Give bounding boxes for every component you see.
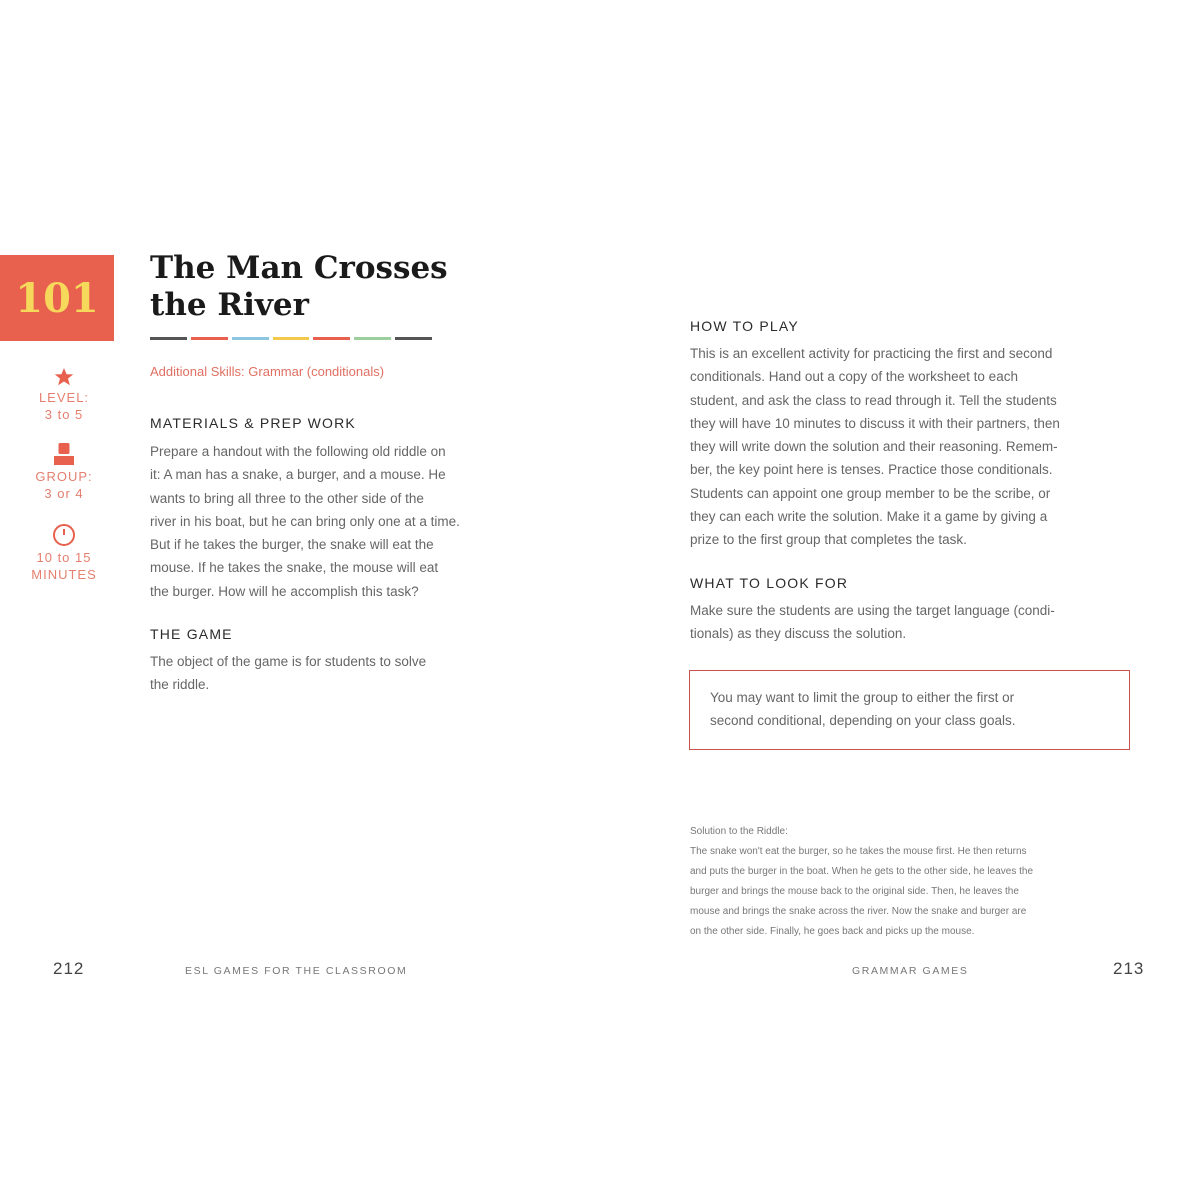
tip-callout-box	[689, 670, 1130, 750]
activity-number-badge	[0, 255, 114, 341]
text-line: the riddle.	[150, 677, 210, 693]
right-page-number: 213	[1113, 959, 1145, 978]
what-to-look-for-heading: WHAT TO LOOK FOR	[690, 575, 849, 591]
text-line: river in his boat, but he can bring only one at a time.	[150, 513, 460, 529]
text-line: they can each write the solution. Make it a game by giving a	[690, 509, 1048, 525]
solution-line: mouse and brings the snake across the river. Now the snake and burger are	[690, 906, 1027, 917]
solution-line: burger and brings the mouse back to the original side. Then, he leaves the	[690, 886, 1019, 897]
materials-heading: MATERIALS & PREP WORK	[150, 415, 356, 431]
text-line: This is an excellent activity for practicing the first and second	[690, 346, 1053, 361]
rule-segment	[273, 337, 310, 340]
level-info	[14, 367, 114, 423]
level-value: 3 to 5	[44, 407, 84, 422]
rule-segment	[354, 337, 391, 340]
text-line: student, and ask the class to read through it. Tell the students	[690, 392, 1057, 408]
rule-segment	[191, 337, 228, 340]
text-line: wants to bring all three to the other side of the	[150, 490, 424, 506]
text-line: But if he takes the burger, the snake will eat the	[150, 537, 434, 553]
star-icon	[54, 367, 74, 387]
additional-skills: Additional Skills: Grammar (conditionals)	[150, 364, 385, 379]
text-line: ber, the key point here is tenses. Practice those conditionals.	[690, 462, 1053, 478]
the-game-text	[150, 650, 520, 697]
title-line-1: The Man Crosses	[150, 250, 448, 286]
the-game-heading: THE GAME	[150, 626, 233, 642]
riddle-solution	[690, 822, 1130, 942]
text-line: they will write down the solution and their reasoning. Remem-	[690, 439, 1058, 455]
materials-text	[150, 440, 520, 603]
time-value: 10 to 15	[36, 550, 92, 565]
text-line: conditionals. Hand out a copy of the worksheet to each	[690, 369, 1018, 385]
callout-line: You may want to limit the group to either the first or	[710, 690, 1015, 705]
solution-line: and puts the burger in the boat. When he gets to the other side, he leaves the	[690, 866, 1034, 877]
solution-line: on the other side. Finally, he goes back and picks up the mouse.	[690, 926, 975, 937]
rule-segment	[150, 337, 187, 340]
group-label: GROUP:	[35, 469, 93, 484]
right-running-head: GRAMMAR GAMES	[852, 965, 969, 977]
how-to-play-heading: HOW TO PLAY	[690, 318, 799, 334]
rule-segment	[395, 337, 432, 340]
text-line: tionals) as they discuss the solution.	[690, 626, 907, 642]
text-line: mouse. If he takes the snake, the mouse will eat	[150, 560, 439, 576]
what-to-look-for-text	[690, 599, 1140, 646]
person-icon	[52, 442, 76, 466]
solution-title: Solution to the Riddle:	[690, 826, 788, 837]
rule-segment	[232, 337, 269, 340]
how-to-play-text	[690, 342, 1140, 552]
text-line: Students can appoint one group member to be the scribe, or	[690, 485, 1051, 501]
time-unit: MINUTES	[31, 567, 97, 582]
time-info	[14, 523, 114, 583]
title-rule	[150, 337, 432, 340]
group-info	[14, 442, 114, 502]
text-line: the burger. How will he accomplish this task?	[150, 583, 419, 599]
title-line-2: the River	[150, 287, 309, 323]
text-line: they will have 10 minutes to discuss it with their partners, then	[690, 415, 1060, 431]
activity-title	[150, 250, 490, 324]
group-value: 3 or 4	[44, 486, 84, 501]
text-line: it: A man has a snake, a burger, and a mouse. He	[150, 467, 446, 483]
text-line: Prepare a handout with the following old riddle on	[150, 444, 446, 459]
left-running-head: ESL GAMES FOR THE CLASSROOM	[185, 965, 408, 977]
text-line: The object of the game is for students to solve	[150, 654, 427, 669]
activity-number: 101	[15, 274, 99, 322]
clock-icon	[52, 523, 76, 547]
left-page-number: 212	[53, 959, 85, 978]
callout-line: second conditional, depending on your class goals.	[710, 713, 1016, 729]
text-line: prize to the first group that completes the task.	[690, 532, 967, 548]
rule-segment	[313, 337, 350, 340]
level-label: LEVEL:	[38, 390, 90, 405]
text-line: Make sure the students are using the target language (condi-	[690, 603, 1055, 618]
solution-line: The snake won't eat the burger, so he takes the mouse first. He then returns	[690, 846, 1027, 857]
